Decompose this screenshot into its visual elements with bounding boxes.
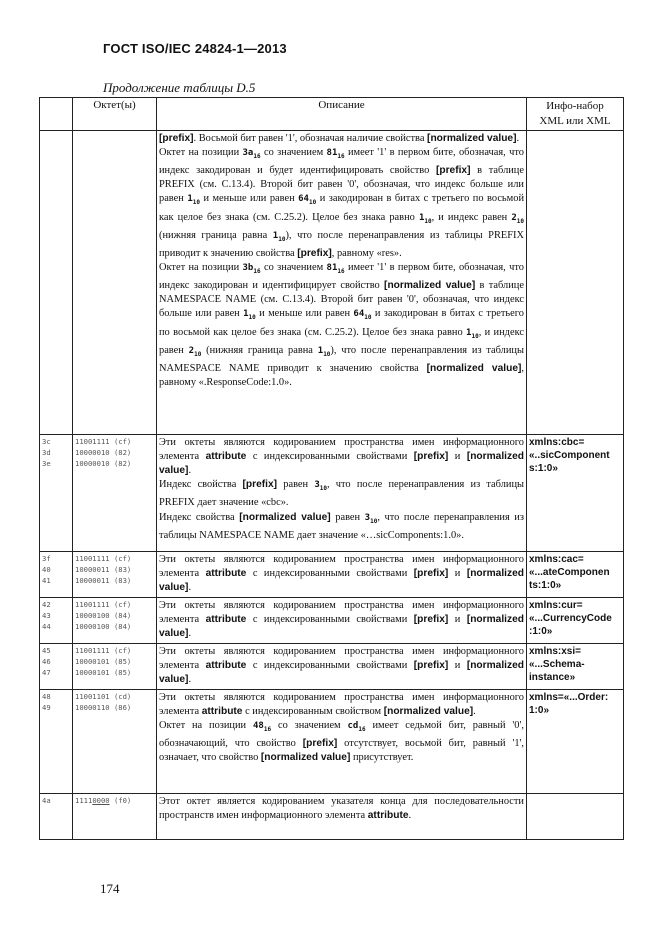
table-header-row bbox=[40, 98, 624, 131]
octet-cell: 3f 40 41 bbox=[40, 552, 73, 598]
infoset-cell: xmlns:cur= «...CurrencyCode :1:0» bbox=[527, 598, 624, 644]
octet-cell: 48 49 bbox=[40, 690, 73, 794]
table-row bbox=[40, 435, 624, 552]
octet-cell: 4a bbox=[40, 794, 73, 840]
description-cell: Эти октеты являются кодированием пространства имен информационного элемента attribute с индексированными свойствами [prefix] и [normalized value]. Индекс свойства [prefix] равен $3_{10}$, что после перенаправления из таблицы PREFIX дает значение «cbc». Индекс свойства [normalized value] равен $3_{10}$, что после перенаправления из таблицы NAMESPACE NAME дает значение «…sicComponents:1.0». bbox=[157, 435, 527, 552]
description-cell: Этот октет является кодированием указателя конца для последовательности пространств имен информационного элемента attribute. bbox=[157, 794, 527, 840]
standard-header: ГОСТ ISO/IEC 24824-1—2013 bbox=[103, 41, 287, 56]
bits-cell: 11001101 (cd) 10000110 (86) bbox=[73, 690, 157, 794]
bits-cell bbox=[73, 131, 157, 435]
infoset-cell: xmlns:cbc= «..sicComponent s:1:0» bbox=[527, 435, 624, 552]
description-cell: [prefix]. Восьмой бит равен '1', обозначая наличие свойства [normalized value]. Октет на позиции $3a_{16}$ со значением $81_{16}$ имеет '1' в первом бите, обозначая, что индекс закодирован и будет идентифицировать свойство [prefix] в таблице PREFIX (см. С.13.4). Второй бит равен '0', обозначая, что индекс больше или равен $1_{10}$ и меньше или равен $64_{10}$ и закодирован в битах с третьего по восьмой как целое без знака (см. С.25.2). Целое без знака равно $1_{10}$, и индекс равен $2_{10}$ (нижняя граница равна $1_{10}$), что после перенаправления из таблицы PREFIX приводит к значению свойства [prefix], равному «res». Октет на позиции $3b_{16}$ со значением $81_{16}$ имеет '1' в первом бите, обозначая, что индекс закодирован и идентифицирует свойство [normalized value] в таблице NAMESPACE NAME (см. С.13.4). Второй бит равен '0', обозначая, что индекс больше или равен $1_{10}$ и меньше или равен $64_{10}$ и закодирован в битах с третьего по восьмой как целое без знака (см. С.25.2). Целое без знака равно $1_{10}$, и индекс равен $2_{10}$ (нижняя граница равна $1_{10}$), что после перенаправления из таблицы NAMESPACE NAME приводит к значению свойства [normalized value], равному «.ResponseCode:1.0». bbox=[157, 131, 527, 435]
table-row bbox=[40, 690, 624, 794]
table-row bbox=[40, 598, 624, 644]
table-row bbox=[40, 131, 624, 435]
infoset-cell: xmlns:cac= «...ateComponen ts:1:0» bbox=[527, 552, 624, 598]
infoset-cell bbox=[527, 131, 624, 435]
octet-cell: 45 46 47 bbox=[40, 644, 73, 690]
header-octet-left bbox=[40, 98, 73, 131]
bits-cell: 11001111 (cf) 10000010 (82) 10000010 (82) bbox=[73, 435, 157, 552]
octet-cell: 42 43 44 bbox=[40, 598, 73, 644]
header-infoset bbox=[527, 98, 624, 131]
header-description: Описание bbox=[157, 98, 527, 131]
table-row bbox=[40, 644, 624, 690]
infoset-cell: xmlns=«...Order: 1:0» bbox=[527, 690, 624, 794]
infoset-cell: xmlns:xsi= «...Schema- instance» bbox=[527, 644, 624, 690]
header-infoset-line2: XML или XML bbox=[539, 115, 611, 127]
bits-cell: 11001111 (cf) 10000100 (84) 10000100 (84) bbox=[73, 598, 157, 644]
description-cell: Эти октеты являются кодированием пространства имен информационного элемента attribute с индексированными свойствами [prefix] и [normalized value]. bbox=[157, 598, 527, 644]
header-octets: Октет(ы) bbox=[73, 98, 157, 131]
description-cell: Эти октеты являются кодированием пространства имен информационного элемента attribute с индексированным свойством [normalized value]. Октет на позиции $48_{16}$ со значением $cd_{16}$ имеет седьмой бит, равный '0', обозначающий, что свойство [prefix] отсутствует, восьмой бит, равный '1', означает, что свойство [normalized value] присутствует. bbox=[157, 690, 527, 794]
octet-cell bbox=[40, 131, 73, 435]
header-infoset-line1: Инфо-набор bbox=[546, 100, 604, 112]
table-caption: Продолжение таблицы D.5 bbox=[103, 80, 256, 95]
description-cell: Эти октеты являются кодированием пространства имен информационного элемента attribute с индексированными свойствами [prefix] и [normalized value]. bbox=[157, 644, 527, 690]
description-cell: Эти октеты являются кодированием пространства имен информационного элемента attribute с индексированными свойствами [prefix] и [normalized value]. bbox=[157, 552, 527, 598]
table-row bbox=[40, 552, 624, 598]
octet-cell: 3c 3d 3e bbox=[40, 435, 73, 552]
bits-cell: 11001111 (cf) 10000101 (85) 10000101 (85) bbox=[73, 644, 157, 690]
page-number: 174 bbox=[100, 881, 120, 896]
bits-cell: 11001111 (cf) 10000011 (83) 10000011 (83) bbox=[73, 552, 157, 598]
infoset-cell bbox=[527, 794, 624, 840]
bits-cell: 11110000 (f0) bbox=[73, 794, 157, 840]
data-table bbox=[39, 97, 624, 840]
table-row bbox=[40, 794, 624, 840]
